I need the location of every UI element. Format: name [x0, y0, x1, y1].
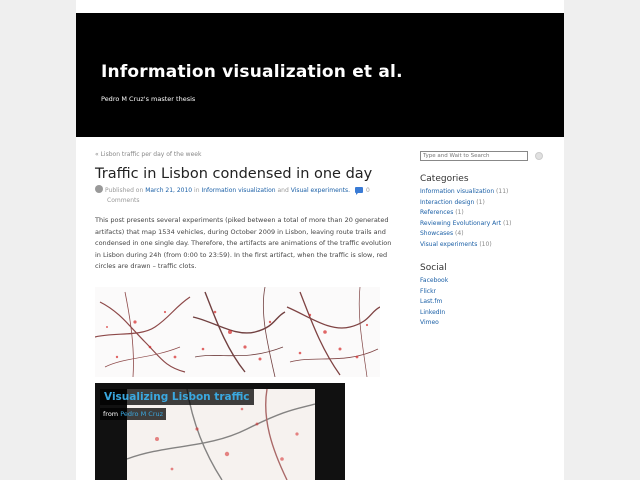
category-item: [420, 240, 512, 251]
in-label: in: [194, 187, 200, 194]
social-item: [420, 308, 448, 319]
category-link[interactable]: References: [420, 209, 454, 217]
embedded-video-player[interactable]: [95, 383, 345, 480]
social-link-flickr[interactable]: Flickr: [420, 287, 437, 295]
search-button[interactable]: [535, 152, 543, 160]
and-label: and: [277, 187, 289, 194]
video-author-link[interactable]: Pedro M Cruz: [120, 410, 164, 418]
post-date-link[interactable]: March 21, 2010: [145, 187, 193, 194]
category-count: (4): [455, 230, 464, 238]
category-link[interactable]: Showcases: [420, 230, 454, 238]
social-item: [420, 297, 448, 308]
comments-label[interactable]: Comments: [107, 197, 140, 204]
social-item: [420, 318, 448, 329]
comments-count[interactable]: 0: [365, 187, 370, 194]
social-link-linkedin[interactable]: LinkedIn: [420, 308, 446, 316]
category-link-infovis[interactable]: Information visualization: [201, 187, 276, 194]
site-header: [76, 13, 564, 144]
social-link-lastfm[interactable]: Last.fm: [420, 298, 443, 306]
search-input[interactable]: [420, 151, 528, 161]
category-count: (1): [503, 219, 512, 227]
categories-heading: Categories: [420, 174, 469, 184]
category-count: (10): [479, 240, 492, 248]
traffic-artifacts-image: [95, 287, 380, 377]
social-link-vimeo[interactable]: Vimeo: [420, 319, 439, 327]
nav-about[interactable]: About: [132, 136, 152, 144]
category-count: (1): [455, 209, 464, 217]
category-count: (11): [496, 188, 509, 195]
site-title[interactable]: Information visualization et al.: [101, 62, 403, 82]
category-link[interactable]: Reviewing Evolutionary Art: [420, 219, 502, 227]
category-link[interactable]: Interaction design: [420, 198, 475, 206]
breadcrumb-previous-post[interactable]: « Lisbon traffic per day of the week: [95, 151, 202, 158]
category-link-visual-experiments[interactable]: Visual experiments.: [290, 187, 351, 194]
comment-icon: [355, 187, 363, 193]
category-count: (1): [476, 198, 485, 206]
category-item: [420, 229, 512, 240]
category-item: [420, 187, 512, 198]
category-link[interactable]: Information visualization: [420, 188, 495, 195]
social-heading: Social: [420, 263, 447, 273]
social-list: [420, 276, 448, 329]
social-link-facebook[interactable]: Facebook: [420, 277, 449, 284]
category-item: [420, 198, 512, 209]
video-from-label: from: [103, 410, 119, 418]
social-item: [420, 276, 448, 287]
post-meta: [95, 185, 385, 206]
published-label: Published on: [105, 187, 144, 194]
post-body-text: This post presents several experiments (piked between a total of more than 20 generated artifacts) that map 1534 vehicles, during October 2009 in Lisbon, leaving route trails and condensed in one single day. Therefore, the artifacts are animations of the traffic evolution in Lisbon during 24h (from 0:00 to 23:59). In the first artifact, when the traffic is slow, red circles are drawn – traffic clots.: [95, 216, 392, 271]
category-item: [420, 219, 512, 230]
site-description: Pedro M Cruz's master thesis: [101, 95, 196, 103]
social-item: [420, 287, 448, 298]
avatar-icon: [95, 185, 103, 193]
category-item: [420, 208, 512, 219]
post-title[interactable]: Traffic in Lisbon condensed in one day: [95, 166, 373, 182]
video-byline: [100, 408, 166, 420]
video-title-link[interactable]: Visualizing Lisbon traffic: [100, 389, 254, 405]
categories-list: [420, 187, 512, 251]
category-link[interactable]: Visual experiments: [420, 240, 478, 248]
nav-blog[interactable]: Blog: [98, 136, 113, 144]
